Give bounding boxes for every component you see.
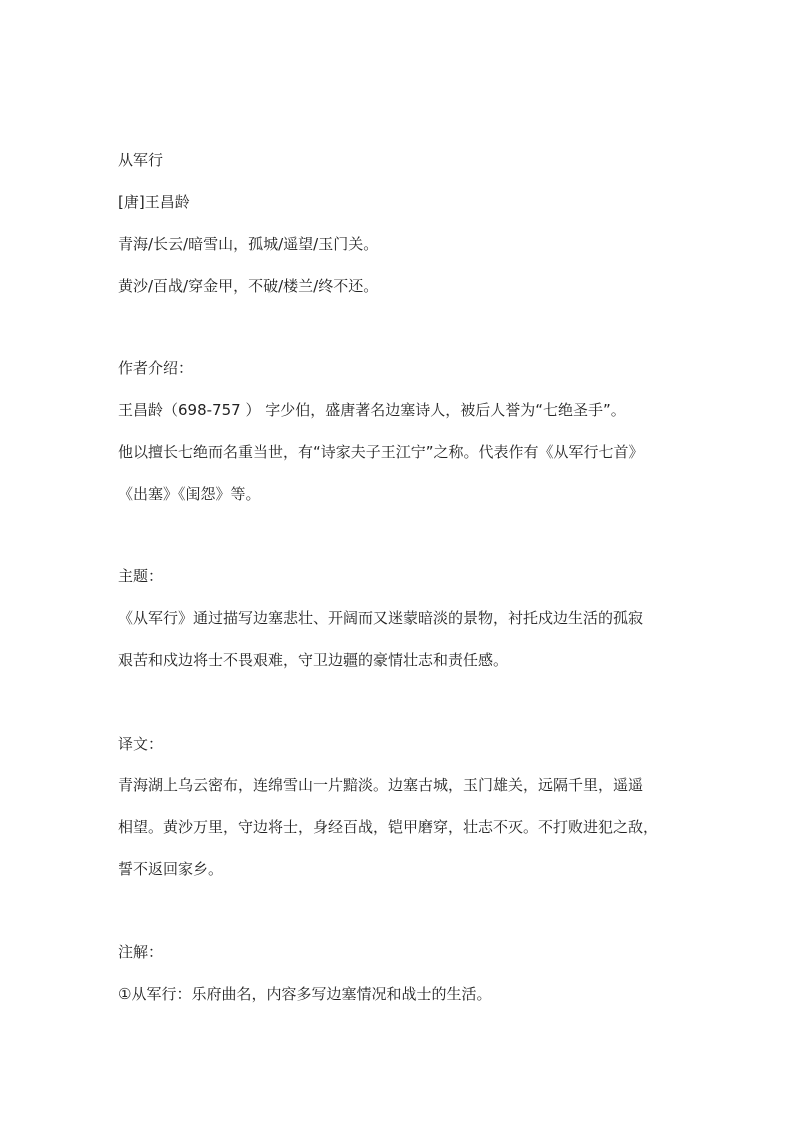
translation-line: 誓不返回家乡。: [118, 860, 224, 878]
poem-author: [唐]王昌龄: [118, 193, 190, 211]
author-intro-heading: 作者介绍：: [118, 359, 194, 377]
poem-line-1: 青海/长云/暗雪山，孤城/遥望/玉门关。: [118, 235, 379, 253]
translation-line: 相望。黄沙万里，守边将士，身经百战，铠甲磨穿，壮志不灭。不打败进犯之敌，: [118, 818, 659, 836]
theme-line: 《从军行》通过描写边塞悲壮、开阔而又迷蒙暗淡的景物，衬托戍边生活的孤寂: [118, 609, 644, 627]
author-intro-line: 《出塞》《闺怨》等。: [118, 485, 261, 503]
author-intro-line: 他以擅长七绝而名重当世，有“诗家夫子王江宁”之称。代表作有《从军行七首》: [118, 443, 644, 461]
theme-heading: 主题：: [118, 567, 164, 585]
poem-line-2: 黄沙/百战/穿金甲，不破/楼兰/终不还。: [118, 277, 379, 295]
translation-line: 青海湖上乌云密布，连绵雪山一片黯淡。边塞古城，玉门雄关，远隔千里，遥遥: [118, 776, 644, 794]
poem-title: 从军行: [118, 151, 164, 169]
notes-heading: 注解：: [118, 943, 164, 961]
note-item: ①从军行：乐府曲名，内容多写边塞情况和战士的生活。: [118, 985, 492, 1003]
author-intro-line: 王昌龄（698-757 ） 字少伯，盛唐著名边塞诗人，被后人誉为“七绝圣手”。: [118, 401, 626, 419]
theme-line: 艰苦和戍边将士不畏艰难，守卫边疆的豪情壮志和责任感。: [118, 651, 509, 669]
translation-heading: 译文：: [118, 735, 164, 753]
